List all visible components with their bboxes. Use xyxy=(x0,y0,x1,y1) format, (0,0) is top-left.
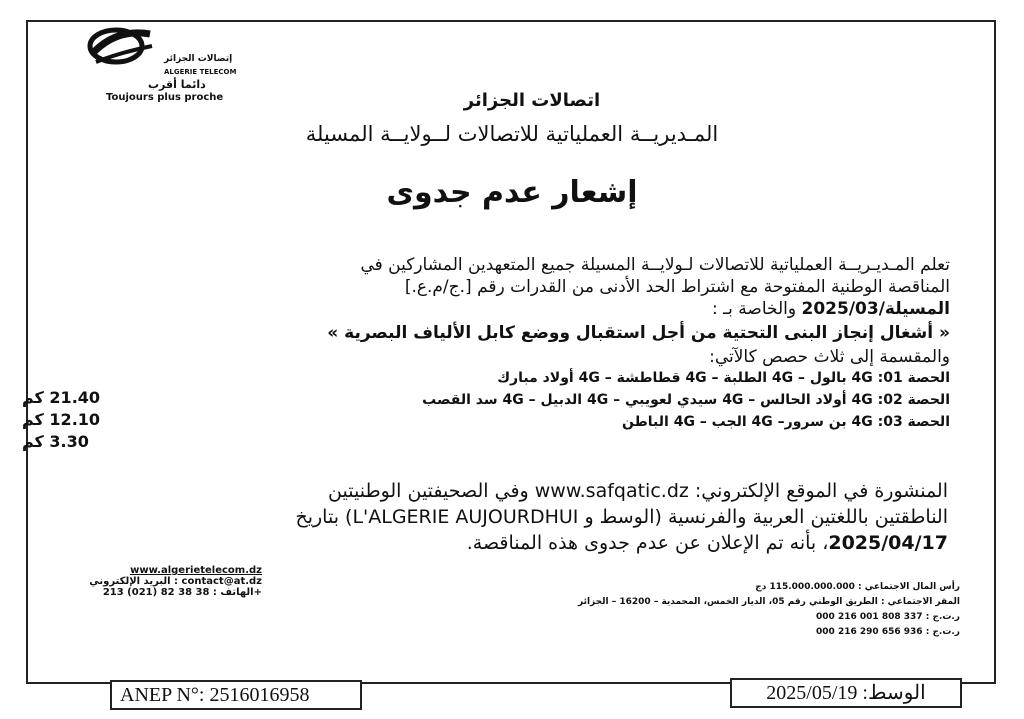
lot-1: الحصة 01: 4G بالول – 4G الطلبة – 4G قطاطشة – 4G أولاد مبارك xyxy=(497,370,950,386)
directorate-name: المـديريــة العملياتية للاتصالات لــولايــة المسيلة xyxy=(305,122,719,146)
logo-name-fr: ALGERIE TELECOM xyxy=(164,68,237,76)
rc-line-2: ر.ت.ج : 936 656 290 216 000 xyxy=(816,627,960,637)
lot-2: الحصة 02: 4G أولاد الحالس – 4G سيدي لعويبي – 4G الدبيل – 4G سد القصب xyxy=(422,392,950,408)
contact-block xyxy=(32,565,262,598)
logo-swoosh-icon xyxy=(86,24,156,74)
publication-line-1: المنشورة في الموقع الإلكتروني: www.safqatic.dz وفي الصحيفتين الوطنيتين xyxy=(328,480,948,502)
website-link[interactable]: www.algerietelecom.dz xyxy=(130,565,262,576)
tender-number: المسيلة/2025/03 xyxy=(801,299,950,319)
lot-1-length: 21.40 كم xyxy=(22,388,101,407)
logo-name-ar: إتصالات الجزائر xyxy=(164,54,233,64)
rc-line-1: ر.ت.ج : 337 808 001 216 000 xyxy=(816,612,960,622)
project-title: « أشغال إنجاز البنى التحتية من أجل استقبال ووضع كابل الألياف البصرية » xyxy=(327,323,950,343)
capital-line: رأس المال الاجتماعي : 115.000.000.000 دج xyxy=(755,582,960,592)
lot-2-length: 12.10 كم xyxy=(22,410,101,429)
anep-reference: ANEP N°: 2516016958 xyxy=(110,680,362,710)
lot-3-length: 3.30 كم xyxy=(22,432,89,451)
publication-date: 2025/04/17 xyxy=(828,532,948,554)
publication-line-2: الناطقتين باللغتين العربية والفرنسية (الوسط و L'ALGERIE AUJOURDHUI) بتاريخ xyxy=(295,506,948,528)
organization-name: اتصالات الجزائر xyxy=(463,90,601,111)
company-info-block xyxy=(540,580,960,640)
body-line-3 xyxy=(712,299,950,319)
body-line-3-suffix: والخاصة بـ : xyxy=(712,299,802,319)
newspaper-date: الوسط: 2025/05/19 xyxy=(730,678,962,708)
address-line: المقر الاجتماعي : الطريق الوطني رقم 05، الديار الخمس، المحمدية – 16200 – الجزائر xyxy=(577,597,960,607)
publication-line-3-suffix: ، بأنه تم الإعلان عن عدم جدوى هذه المناقصة. xyxy=(466,532,829,554)
body-line-2: المناقصة الوطنية المفتوحة مع اشتراط الحد الأدنى من القدرات رقم [.ج/م.ع.] xyxy=(404,277,950,297)
email-line: البريد الإلكتروني : contact@at.dz xyxy=(89,576,262,587)
publication-line-3 xyxy=(467,532,948,554)
phone-line: الهاتف : 38 38 82 (021) 213+ xyxy=(102,587,262,598)
notice-title: إشعار عدم جدوى xyxy=(386,175,638,210)
body-line-1: تعلم المـديـريــة العملياتية للاتصالات لـولايــة المسيلة جميع المتعهدين المشاركين في xyxy=(360,255,950,275)
body-line-5: والمقسمة إلى ثلاث حصص كالآتي: xyxy=(709,347,950,367)
logo-tagline-fr: Toujours plus proche xyxy=(106,92,224,103)
logo-tagline-ar: دائما أقرب xyxy=(148,78,206,91)
lot-3: الحصة 03: 4G بن سرور– 4G الجب – 4G الباطن xyxy=(622,414,950,430)
